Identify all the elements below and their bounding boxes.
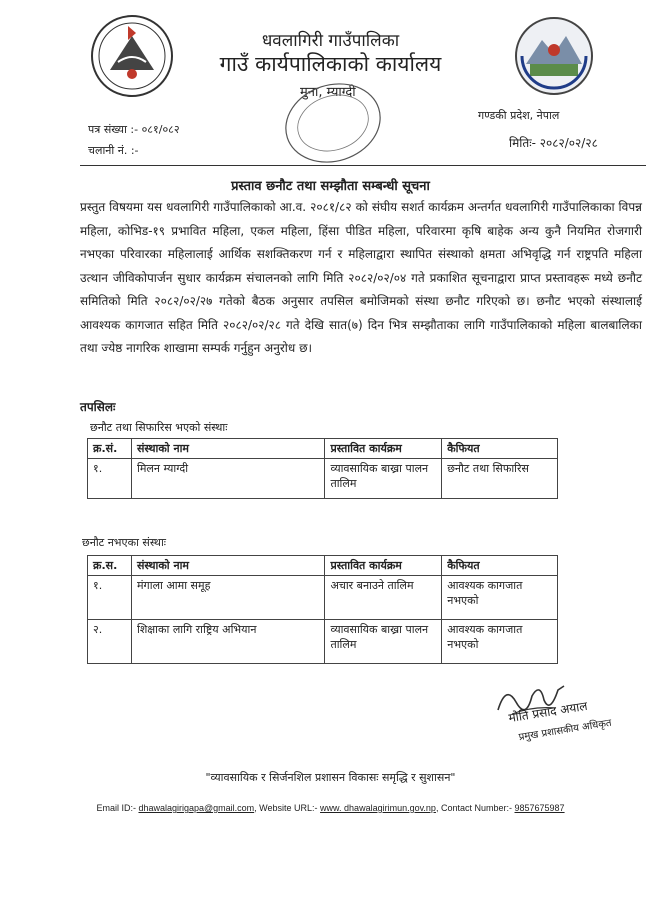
header-divider	[80, 165, 646, 166]
column-header: कैफियत	[442, 439, 558, 459]
program-cell: अचार बनाउने तालिम	[325, 576, 442, 620]
program-cell: व्यावसायिक बाख्रा पालन तालिम	[325, 459, 442, 499]
letter-date: मितिः- २०८२/०२/२८	[509, 136, 598, 150]
selected-heading: छनौट तथा सिफारिस भएको संस्थाः	[90, 421, 228, 434]
table-header-row	[88, 556, 558, 576]
serial-cell: २.	[88, 620, 132, 664]
org-name-cell: शिक्षाका लागि राष्ट्रिय अभियान	[131, 620, 324, 664]
remark-cell: आवश्यक कागजात नभएको	[442, 576, 558, 620]
notice-body: प्रस्तुत विषयमा यस धवलागिरी गाउँपालिकाको आ.व. २०८१/८२ को संघीय सशर्त कार्यक्रम अन्तर्गत धवलागिरी गाउँपालिकाका विपन्न महिला, कोभिड-१९ प्रभावित महिला, एकल महिला, हिंसा पीडित महिला, परिवारमा कृषि बाहेक अन्य कुनै नियमित रोजगारी नभएका परिवारका महिलालाई आर्थिक सशक्तिकरण गर्न र महिलाद्वारा स्थापित संस्थाको क्षमता अभिवृद्धि गर्न राष्ट्रपति महिला उत्थान जीविकोपार्जन सुधार कार्यक्रम संचालनको लागि मिति २०८२/०२/०४ गते प्रकाशित सूचनाद्वारा प्राप्त प्रस्तावहरू मध्ये छनौट समितिको मिति २०८२/०२/२७ गतेको बैठक अनुसार तपसिल बमोजिमको संस्था छनौट गरिएको छ। छनौट भएको संस्थालाई आवश्यक कागजात सहित मिति २०८२/०२/२८ गते देखि सात(७) दिन भित्र सम्झौताका लागि गाउँपालिकाको महिला बालबालिका तथा ज्येष्ठ नागरिक शाखामा सम्पर्क गर्नुहुन अनुरोध छ।	[80, 200, 642, 355]
office-name: गाउँ कार्यपालिकाको कार्यालय	[219, 52, 442, 76]
serial-cell: १.	[88, 576, 132, 620]
contact-number: 9857675987	[514, 803, 565, 813]
contact-label: , Contact Number:-	[435, 803, 512, 813]
table-row	[88, 459, 558, 499]
email-link[interactable]: dhawalagirigapa@gmail.com	[138, 803, 255, 813]
contact-footer	[0, 803, 661, 813]
website-link[interactable]: www. dhawalagirimun.gov.np	[320, 803, 436, 813]
column-header: क्र.सं.	[88, 439, 132, 459]
email-label: Email ID:-	[96, 803, 136, 813]
column-header: कैफियत	[442, 556, 558, 576]
table-row	[88, 576, 558, 620]
column-header: संस्थाको नाम	[131, 439, 324, 459]
column-header: क्र.स.	[88, 556, 132, 576]
signer-designation: प्रमुख प्रशासकीय अधिकृत	[517, 717, 613, 744]
column-header: प्रस्तावित कार्यक्रम	[325, 556, 442, 576]
serial-cell: १.	[88, 459, 132, 499]
remark-cell: छनौट तथा सिफारिस	[442, 459, 558, 499]
org-name-cell: मिलन म्याग्दी	[131, 459, 324, 499]
office-place: मुना, म्याग्दी	[300, 85, 356, 100]
selected-table	[87, 438, 558, 499]
table-row	[88, 620, 558, 664]
signer-name: मोति प्रसाद अयाल	[507, 698, 589, 726]
table-header-row	[88, 439, 558, 459]
dispatch-number: चलानी नं. :-	[88, 144, 139, 157]
not-selected-table	[87, 555, 558, 664]
reference-number: पत्र संख्या :- ०८१/०८२	[88, 123, 180, 136]
org-name-cell: मंगाला आमा समूह	[131, 576, 324, 620]
details-heading: तपसिलः	[80, 400, 116, 414]
office-stamp-icon	[278, 78, 388, 168]
program-cell: व्यावसायिक बाख्रा पालन तालिम	[325, 620, 442, 664]
column-header: संस्थाको नाम	[131, 556, 324, 576]
notice-subject: प्रस्ताव छनौट तथा सम्झौता सम्बन्धी सूचना	[231, 179, 430, 194]
remark-cell: आवश्यक कागजात नभएको	[442, 620, 558, 664]
not-selected-heading: छनौट नभएका संस्थाः	[82, 536, 167, 549]
website-label: , Website URL:-	[254, 803, 318, 813]
footer-slogan: "व्यावसायिक र सिर्जनशिल प्रशासन विकासः समृद्धि र सुशासन"	[205, 771, 456, 784]
column-header: प्रस्तावित कार्यक्रम	[325, 439, 442, 459]
province-name: गण्डकी प्रदेश, नेपाल	[478, 109, 560, 122]
municipality-name: धवलागिरी गाउँपालिका	[261, 31, 400, 51]
